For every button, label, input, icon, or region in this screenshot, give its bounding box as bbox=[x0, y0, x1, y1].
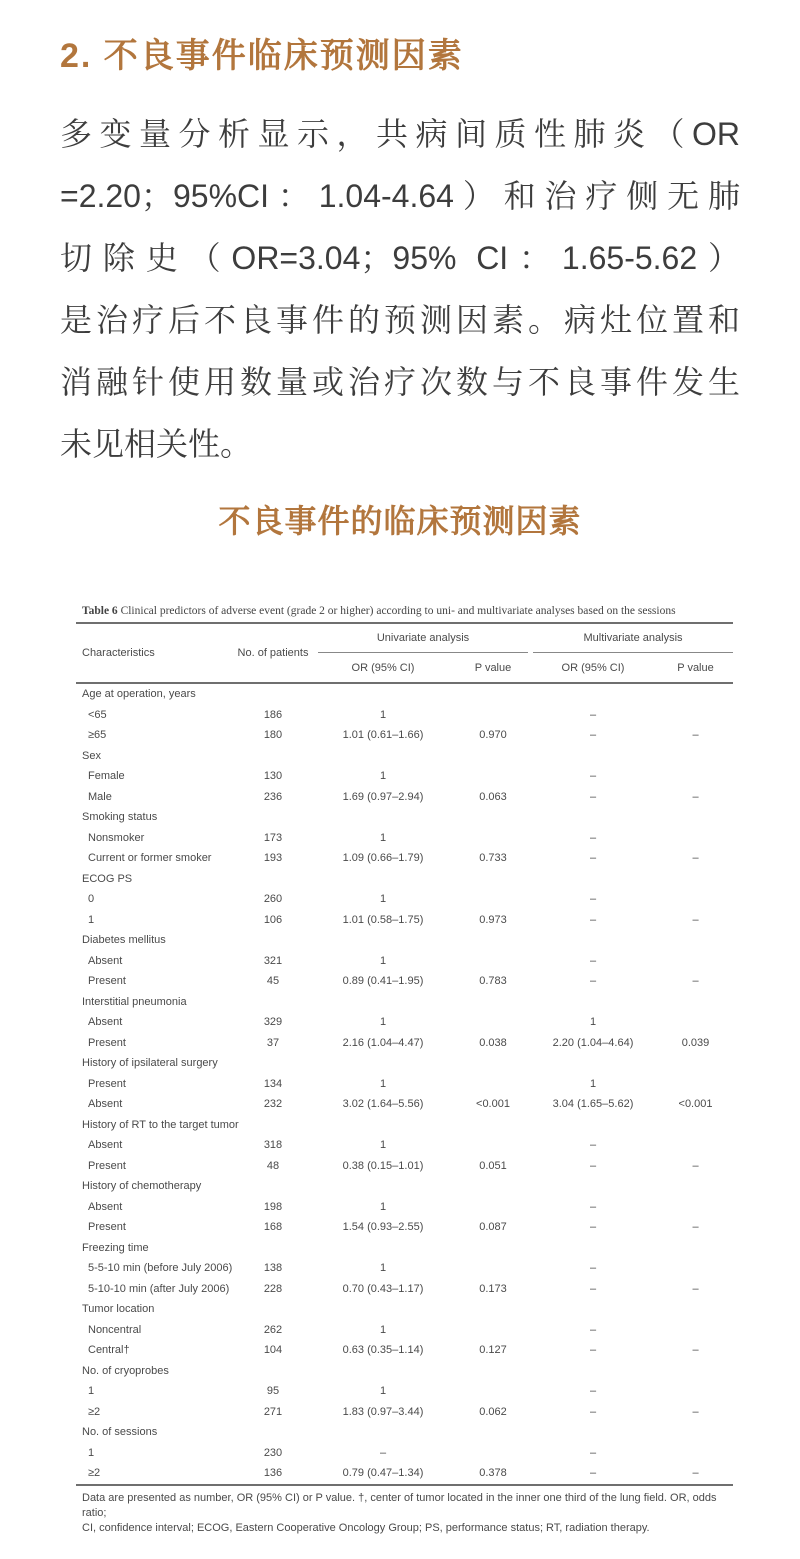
cell-characteristic: Diabetes mellitus bbox=[82, 934, 166, 947]
cell-patients: 228 bbox=[263, 1282, 283, 1295]
col-header-characteristics: Characteristics bbox=[82, 647, 155, 659]
cell-multi-or: – bbox=[589, 1323, 597, 1336]
table-footnote bbox=[76, 1491, 733, 1536]
cell-uni-or: 0.63 (0.35–1.14) bbox=[342, 1344, 424, 1357]
cell-uni-p: 0.733 bbox=[479, 852, 507, 865]
table-row bbox=[76, 725, 733, 746]
cell-multi-or: – bbox=[589, 1200, 597, 1213]
cell-uni-p: 0.051 bbox=[479, 1159, 507, 1172]
cell-characteristic: Freezing time bbox=[82, 1241, 149, 1254]
cell-multi-or: – bbox=[589, 1159, 597, 1172]
cell-multi-p: – bbox=[692, 1344, 699, 1357]
cell-patients: 236 bbox=[263, 790, 283, 803]
cell-uni-p: 0.087 bbox=[479, 1221, 507, 1234]
cell-patients: 193 bbox=[263, 852, 283, 865]
col-header-uni-p: P value bbox=[474, 661, 512, 674]
cell-uni-or: 1 bbox=[379, 770, 387, 783]
table-row bbox=[76, 1443, 733, 1464]
cell-characteristic: 0 bbox=[88, 893, 95, 906]
cell-characteristic: ≥65 bbox=[88, 729, 107, 742]
cell-uni-or: – bbox=[379, 1446, 387, 1459]
table-row bbox=[76, 1156, 733, 1177]
table-6 bbox=[76, 604, 733, 1536]
cell-multi-or: – bbox=[589, 1405, 597, 1418]
paragraph-line: 消融针使用数量或治疗次数与不良事件发生 bbox=[60, 364, 740, 400]
cell-multi-or: – bbox=[589, 1221, 597, 1234]
cell-uni-or: 0.38 (0.15–1.01) bbox=[342, 1159, 424, 1172]
cell-uni-p: 0.783 bbox=[479, 975, 507, 988]
cell-multi-or: – bbox=[589, 893, 597, 906]
cell-multi-or: – bbox=[589, 729, 597, 742]
table-row bbox=[76, 1094, 733, 1115]
cell-multi-or: – bbox=[589, 790, 597, 803]
cell-multi-or: – bbox=[589, 852, 597, 865]
cell-characteristic: Present bbox=[88, 1036, 126, 1049]
cell-uni-or: 1 bbox=[379, 831, 387, 844]
cell-multi-p: 0.039 bbox=[681, 1036, 710, 1049]
paragraph-line: 未见相关性。 bbox=[60, 426, 253, 462]
cell-uni-or: 1.01 (0.58–1.75) bbox=[342, 913, 424, 926]
cell-characteristic: No. of sessions bbox=[82, 1426, 158, 1439]
table-title-number: Table 6 bbox=[82, 605, 118, 617]
cell-patients: 130 bbox=[263, 770, 283, 783]
table-body bbox=[76, 684, 733, 1486]
cell-uni-p: 0.063 bbox=[479, 790, 507, 803]
cell-characteristic: History of RT to the target tumor bbox=[82, 1118, 239, 1131]
table-group-row bbox=[76, 807, 733, 828]
cell-uni-or: 1 bbox=[379, 1016, 387, 1029]
cell-multi-or: – bbox=[589, 954, 597, 967]
table-row bbox=[76, 971, 733, 992]
col-header-multi-p: P value bbox=[677, 661, 714, 674]
cell-uni-or: 2.16 (1.04–4.47) bbox=[342, 1036, 424, 1049]
cell-patients: 173 bbox=[263, 831, 283, 844]
cell-characteristic: Absent bbox=[88, 1016, 123, 1029]
table-row bbox=[76, 1258, 733, 1279]
table-row bbox=[76, 951, 733, 972]
cell-uni-or: 1 bbox=[379, 954, 387, 967]
cell-characteristic: Present bbox=[88, 975, 126, 988]
cell-uni-or: 0.89 (0.41–1.95) bbox=[342, 975, 424, 988]
cell-characteristic: Female bbox=[88, 770, 125, 783]
cell-multi-p: – bbox=[692, 1282, 699, 1295]
table-row bbox=[76, 1320, 733, 1341]
cell-uni-or: 1 bbox=[379, 1262, 387, 1275]
cell-characteristic: 5-10-10 min (after July 2006) bbox=[88, 1282, 230, 1295]
table-group-row bbox=[76, 869, 733, 890]
cell-uni-or: 1 bbox=[379, 1139, 387, 1152]
table-group-row bbox=[76, 1361, 733, 1382]
cell-multi-or: – bbox=[589, 831, 597, 844]
cell-patients: 48 bbox=[266, 1159, 280, 1172]
cell-multi-or: 1 bbox=[589, 1016, 597, 1029]
cell-multi-p: – bbox=[692, 1159, 699, 1172]
cell-characteristic: ECOG PS bbox=[82, 872, 133, 885]
table-row bbox=[76, 910, 733, 931]
cell-multi-or: – bbox=[589, 1385, 597, 1398]
col-group-univariate: Univariate analysis bbox=[318, 624, 528, 653]
cell-characteristic: 1 bbox=[88, 1446, 95, 1459]
footnote-line: Data are presented as number, OR (95% CI) or P value. †, center of tumor located in the inner one third of the lung field. OR, odds ratio; bbox=[82, 1491, 717, 1519]
cell-multi-p: <0.001 bbox=[678, 1098, 713, 1111]
cell-characteristic: No. of cryoprobes bbox=[82, 1364, 169, 1377]
cell-multi-p: – bbox=[692, 1467, 699, 1480]
paragraph-line: 是治疗后不良事件的预测因素。病灶位置和 bbox=[60, 302, 740, 338]
paragraph-line: 多变量分析显示，共病间质性肺炎（OR bbox=[60, 116, 740, 152]
cell-multi-or: – bbox=[589, 1262, 597, 1275]
cell-patients: 136 bbox=[263, 1467, 283, 1480]
table-group-row bbox=[76, 930, 733, 951]
table-group-row bbox=[76, 1176, 733, 1197]
cell-characteristic: 1 bbox=[88, 913, 95, 926]
table-group-row bbox=[76, 746, 733, 767]
cell-multi-or: – bbox=[589, 770, 597, 783]
cell-characteristic: Tumor location bbox=[82, 1303, 155, 1316]
cell-uni-p: 0.970 bbox=[479, 729, 507, 742]
cell-patients: 106 bbox=[263, 913, 283, 926]
table-row bbox=[76, 1012, 733, 1033]
cell-uni-or: 0.79 (0.47–1.34) bbox=[342, 1467, 424, 1480]
table-row bbox=[76, 1197, 733, 1218]
table-row bbox=[76, 1381, 733, 1402]
col-header-multi-or: OR (95% CI) bbox=[561, 661, 625, 674]
cell-patients: 321 bbox=[263, 954, 283, 967]
table-row bbox=[76, 1279, 733, 1300]
table-group-row bbox=[76, 1422, 733, 1443]
cell-characteristic: ≥2 bbox=[88, 1467, 101, 1480]
cell-characteristic: ≥2 bbox=[88, 1405, 101, 1418]
cell-patients: 37 bbox=[266, 1036, 280, 1049]
cell-characteristic: Present bbox=[88, 1077, 126, 1090]
table-group-row bbox=[76, 1115, 733, 1136]
cell-patients: 138 bbox=[263, 1262, 283, 1275]
cell-uni-or: 1 bbox=[379, 1200, 387, 1213]
cell-patients: 329 bbox=[263, 1016, 283, 1029]
cell-patients: 104 bbox=[263, 1344, 283, 1357]
cell-multi-p: – bbox=[692, 790, 699, 803]
col-group-multivariate: Multivariate analysis bbox=[533, 624, 733, 653]
cell-patients: 134 bbox=[263, 1077, 283, 1090]
cell-patients: 262 bbox=[263, 1323, 283, 1336]
cell-patients: 95 bbox=[266, 1385, 280, 1398]
table-title bbox=[76, 604, 733, 618]
cell-multi-or: 2.20 (1.04–4.64) bbox=[552, 1036, 634, 1049]
table-row bbox=[76, 1463, 733, 1484]
cell-characteristic: <65 bbox=[88, 708, 107, 721]
table-row bbox=[76, 1340, 733, 1361]
cell-uni-or: 1 bbox=[379, 708, 387, 721]
cell-uni-or: 1.01 (0.61–1.66) bbox=[342, 729, 424, 742]
table-group-row bbox=[76, 1238, 733, 1259]
cell-uni-or: 1.09 (0.66–1.79) bbox=[342, 852, 424, 865]
cell-characteristic: Smoking status bbox=[82, 811, 158, 824]
cell-multi-p: – bbox=[692, 852, 699, 865]
cell-multi-p: – bbox=[692, 975, 699, 988]
cell-uni-or: 0.70 (0.43–1.17) bbox=[342, 1282, 424, 1295]
cell-multi-p: – bbox=[692, 1405, 699, 1418]
table-row bbox=[76, 889, 733, 910]
table-row bbox=[76, 705, 733, 726]
cell-uni-p: 0.173 bbox=[479, 1282, 507, 1295]
cell-characteristic: Current or former smoker bbox=[88, 852, 212, 865]
table-caption-chinese: 不良事件的临床预测因素 bbox=[218, 503, 582, 539]
cell-patients: 186 bbox=[263, 708, 283, 721]
cell-uni-p: 0.127 bbox=[479, 1344, 507, 1357]
table-row bbox=[76, 1402, 733, 1423]
cell-uni-p: 0.038 bbox=[479, 1036, 507, 1049]
cell-multi-or: 1 bbox=[589, 1077, 597, 1090]
cell-multi-or: – bbox=[589, 1282, 597, 1295]
cell-uni-p: 0.062 bbox=[479, 1405, 507, 1418]
cell-uni-or: 1.69 (0.97–2.94) bbox=[342, 790, 424, 803]
cell-characteristic: Present bbox=[88, 1221, 126, 1234]
cell-characteristic: Absent bbox=[88, 1139, 123, 1152]
cell-multi-or: – bbox=[589, 708, 597, 721]
col-header-uni-or: OR (95% CI) bbox=[351, 661, 415, 674]
cell-uni-p: <0.001 bbox=[476, 1098, 510, 1111]
cell-patients: 271 bbox=[263, 1405, 283, 1418]
cell-patients: 230 bbox=[263, 1446, 283, 1459]
cell-uni-or: 1.54 (0.93–2.55) bbox=[342, 1221, 424, 1234]
table-group-row bbox=[76, 992, 733, 1013]
section-heading: 2. 不良事件临床预测因素 bbox=[60, 37, 464, 75]
col-header-patients: No. of patients bbox=[237, 647, 309, 659]
footnote-line: CI, confidence interval; ECOG, Eastern Cooperative Oncology Group; PS, performance status; RT, radiation therapy. bbox=[82, 1521, 650, 1534]
cell-uni-p: 0.378 bbox=[479, 1467, 507, 1480]
cell-uni-or: 1 bbox=[379, 1077, 387, 1090]
cell-characteristic: Nonsmoker bbox=[88, 831, 145, 844]
cell-uni-or: 1 bbox=[379, 1323, 387, 1336]
cell-characteristic: Age at operation, years bbox=[82, 688, 196, 701]
table-group-row bbox=[76, 1053, 733, 1074]
table-header bbox=[76, 622, 733, 684]
cell-patients: 198 bbox=[263, 1200, 283, 1213]
cell-characteristic: 1 bbox=[88, 1385, 95, 1398]
cell-characteristic: Absent bbox=[88, 954, 123, 967]
paragraph-line: =2.20；95%CI：1.04-4.64）和治疗侧无肺 bbox=[60, 178, 740, 214]
cell-patients: 318 bbox=[263, 1139, 283, 1152]
table-group-row bbox=[76, 684, 733, 705]
cell-patients: 168 bbox=[263, 1221, 283, 1234]
cell-characteristic: History of ipsilateral surgery bbox=[82, 1057, 218, 1070]
table-row bbox=[76, 848, 733, 869]
cell-characteristic: 5-5-10 min (before July 2006) bbox=[88, 1262, 233, 1275]
cell-multi-p: – bbox=[692, 1221, 699, 1234]
cell-uni-p: 0.973 bbox=[479, 913, 507, 926]
cell-characteristic: Male bbox=[88, 790, 112, 803]
paragraph-line: 切除史（OR=3.04；95% CI：1.65-5.62） bbox=[60, 240, 740, 276]
cell-multi-or: 3.04 (1.65–5.62) bbox=[552, 1098, 634, 1111]
cell-patients: 45 bbox=[266, 975, 280, 988]
cell-multi-p: – bbox=[692, 729, 699, 742]
cell-multi-or: – bbox=[589, 975, 597, 988]
cell-patients: 180 bbox=[263, 729, 283, 742]
table-title-text: Clinical predictors of adverse event (grade 2 or higher) according to uni- and multivariate analyses based on the sessions bbox=[117, 605, 676, 617]
table-group-row bbox=[76, 1299, 733, 1320]
cell-uni-or: 1 bbox=[379, 893, 387, 906]
cell-characteristic: Absent bbox=[88, 1098, 123, 1111]
cell-multi-or: – bbox=[589, 1344, 597, 1357]
cell-characteristic: History of chemotherapy bbox=[82, 1180, 202, 1193]
table-row bbox=[76, 766, 733, 787]
cell-multi-or: – bbox=[589, 1446, 597, 1459]
table-row bbox=[76, 1074, 733, 1095]
cell-multi-or: – bbox=[589, 1467, 597, 1480]
cell-characteristic: Sex bbox=[82, 749, 101, 762]
cell-patients: 232 bbox=[263, 1098, 283, 1111]
cell-uni-or: 1.83 (0.97–3.44) bbox=[342, 1405, 424, 1418]
cell-uni-or: 3.02 (1.64–5.56) bbox=[342, 1098, 424, 1111]
cell-characteristic: Absent bbox=[88, 1200, 123, 1213]
cell-characteristic: Interstitial pneumonia bbox=[82, 995, 187, 1008]
cell-multi-p: – bbox=[692, 913, 699, 926]
cell-characteristic: Present bbox=[88, 1159, 126, 1172]
intro-paragraph bbox=[60, 103, 740, 475]
cell-uni-or: 1 bbox=[379, 1385, 387, 1398]
cell-patients: 260 bbox=[263, 893, 283, 906]
table-row bbox=[76, 828, 733, 849]
cell-multi-or: – bbox=[589, 1139, 597, 1152]
cell-multi-or: – bbox=[589, 913, 597, 926]
cell-characteristic: Central† bbox=[88, 1344, 130, 1357]
table-row bbox=[76, 787, 733, 808]
table-row bbox=[76, 1033, 733, 1054]
cell-characteristic: Noncentral bbox=[88, 1323, 142, 1336]
table-row bbox=[76, 1135, 733, 1156]
table-row bbox=[76, 1217, 733, 1238]
